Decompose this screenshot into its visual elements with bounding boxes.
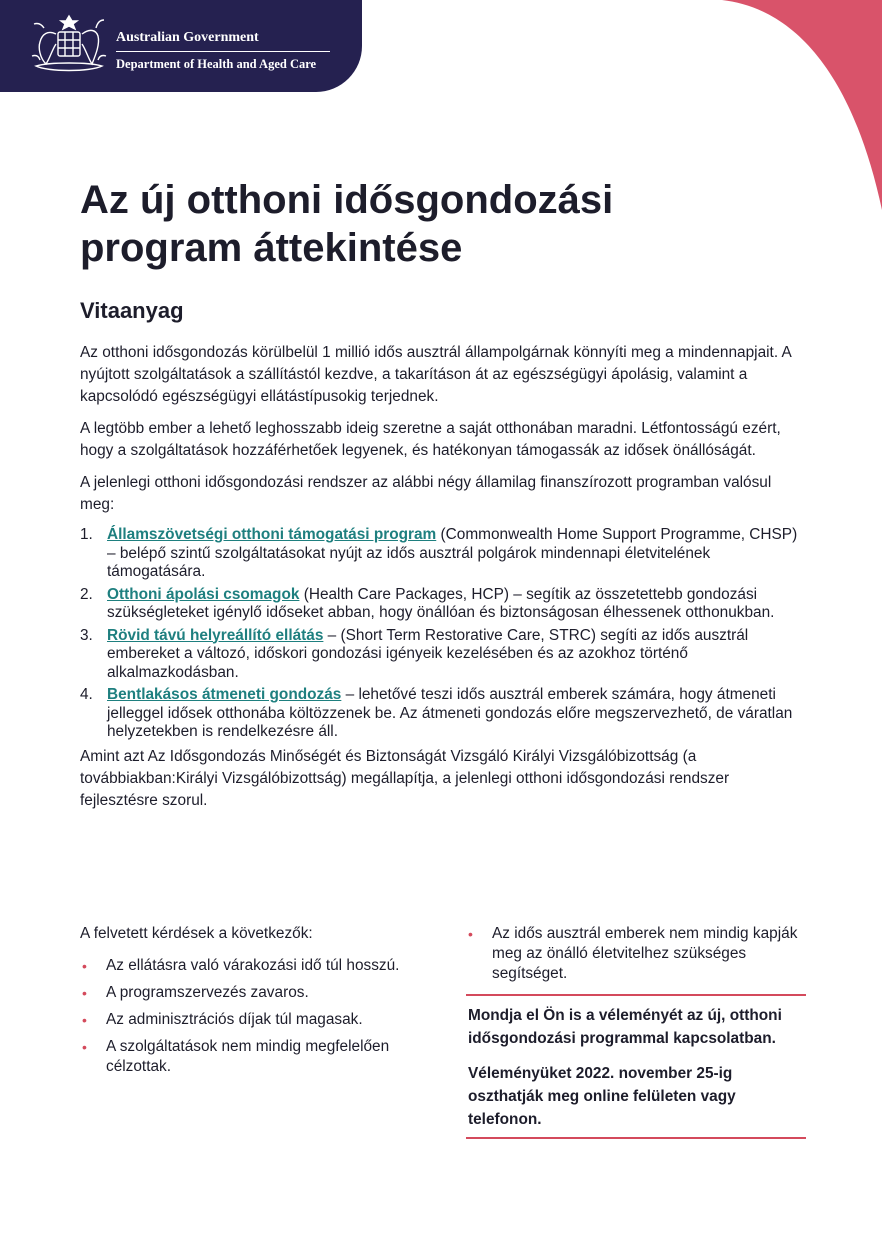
issues-intro: A felvetett kérdések a következők: <box>80 925 313 942</box>
issue-text: Az adminisztrációs díjak túl magasak. <box>106 1011 363 1028</box>
list-item-text: (Health Care Packages, HCP) – segítik az összetettebb gondozási szükségleteket igénylő időseket abban, hogy önállóan és biztonságosan élhessenek otthonukban. <box>107 585 775 621</box>
issue-text: Az idős ausztrál emberek nem mindig kapják meg az önálló életvitelhez szükséges segítséget. <box>492 925 798 982</box>
issues-list-continued <box>466 924 806 984</box>
list-number: 4. <box>80 686 93 703</box>
issues-column-left <box>80 924 420 1084</box>
list-item <box>80 956 420 976</box>
bullet-icon: • <box>82 1012 87 1028</box>
paragraph: A jelenlegi otthoni idősgondozási rendszer az alábbi négy államilag finanszírozott programban valósul meg: <box>80 474 772 513</box>
page-subtitle: Vitaanyag <box>80 298 184 323</box>
callout-text: Mondja el Ön is a véleményét az új, otthoni idősgondozási programmal kapcsolatban. <box>468 1007 782 1047</box>
bullet-icon: • <box>468 926 473 942</box>
program-link-respite[interactable]: Bentlakásos átmeneti gondozás <box>107 686 342 703</box>
program-link-hcp[interactable]: Otthoni ápolási csomagok <box>107 585 300 603</box>
issue-text: Az ellátásra való várakozási idő túl hosszú. <box>106 957 400 974</box>
paragraph: A legtöbb ember a lehető leghosszabb ideig szeretne a saját otthonában maradni. Létfontosságú ezért, hogy a szolgáltatások hozzáférhetőek legyenek, és hatékonyan támogassák az idősek önállóságát. <box>80 420 781 459</box>
list-item-text: – (Short Term Restorative Care, STRC) segíti az idős ausztrál embereket a változó, időskori gondozási igényeik kezelésében és az azokhoz történő alkalmazkodásban. <box>107 626 749 681</box>
callout-deadline: Véleményüket 2022. november 25-ig oszthatják meg online felületen vagy telefonon. <box>468 1065 736 1128</box>
page-title: Az új otthoni idősgondozási program áttekintése <box>80 178 614 270</box>
paragraph: Az otthoni idősgondozás körülbelül 1 millió idős ausztrál állampolgárnak könnyíti meg a mindennapjait. A nyújtott szolgáltatások a szállítástól kezdve, a takarításon át az egészségügyi ápolásig, valamint a kapcsolódó egészségügyi ellátástípusokig terjednek. <box>80 344 791 405</box>
issues-column-right <box>466 924 806 1139</box>
program-list <box>80 526 802 742</box>
program-link-chsp[interactable]: Államszövetségi otthoni támogatási program <box>107 526 437 543</box>
list-item-text: – lehetővé teszi idős ausztrál emberek számára, hogy átmeneti jelleggel idősek otthonába költözzenek be. Az átmeneti gondozás előre megszervezhető, de váratlan helyzetekben is rendelkezésre áll. <box>107 686 793 740</box>
government-name: Australian Government <box>116 30 330 52</box>
list-item <box>80 627 802 683</box>
feedback-callout <box>466 994 806 1139</box>
coat-of-arms-icon <box>30 14 108 76</box>
program-link-strc[interactable]: Rövid távú helyreállító ellátás <box>107 626 324 644</box>
list-item <box>80 586 802 623</box>
list-item <box>80 1037 420 1077</box>
list-number: 1. <box>80 526 93 543</box>
issue-text: A szolgáltatások nem mindig megfelelően célzottak. <box>106 1038 390 1075</box>
list-number: 3. <box>80 626 93 644</box>
issue-text: A programszervezés zavaros. <box>106 984 309 1001</box>
list-item <box>80 686 802 742</box>
bullet-icon: • <box>82 985 87 1001</box>
main-content <box>80 342 802 822</box>
list-item <box>80 983 420 1003</box>
list-item-text: (Commonwealth Home Support Programme, CHSP) – belépő szintű szolgáltatásokat nyújt az idős ausztrál polgárok mindennapi életvitelének támogatására. <box>107 526 798 580</box>
list-item <box>80 1010 420 1030</box>
royal-commission-paragraph: Amint azt Az Idősgondozás Minőségét és Biztonságát Vizsgáló Királyi Vizsgálóbizottság (a továbbiakban:Királyi Vizsgálóbizottság) megállapítja, a jelenlegi otthoni idősgondozási rendszer fejlesztésre szorul. <box>80 747 730 809</box>
department-name: Department of Health and Aged Care <box>116 57 317 71</box>
header-band <box>0 0 362 92</box>
list-item <box>466 924 806 984</box>
bullet-icon: • <box>82 958 87 974</box>
list-item <box>80 526 802 582</box>
list-number: 2. <box>80 585 93 603</box>
bullet-icon: • <box>82 1039 87 1055</box>
issues-list <box>80 956 420 1077</box>
